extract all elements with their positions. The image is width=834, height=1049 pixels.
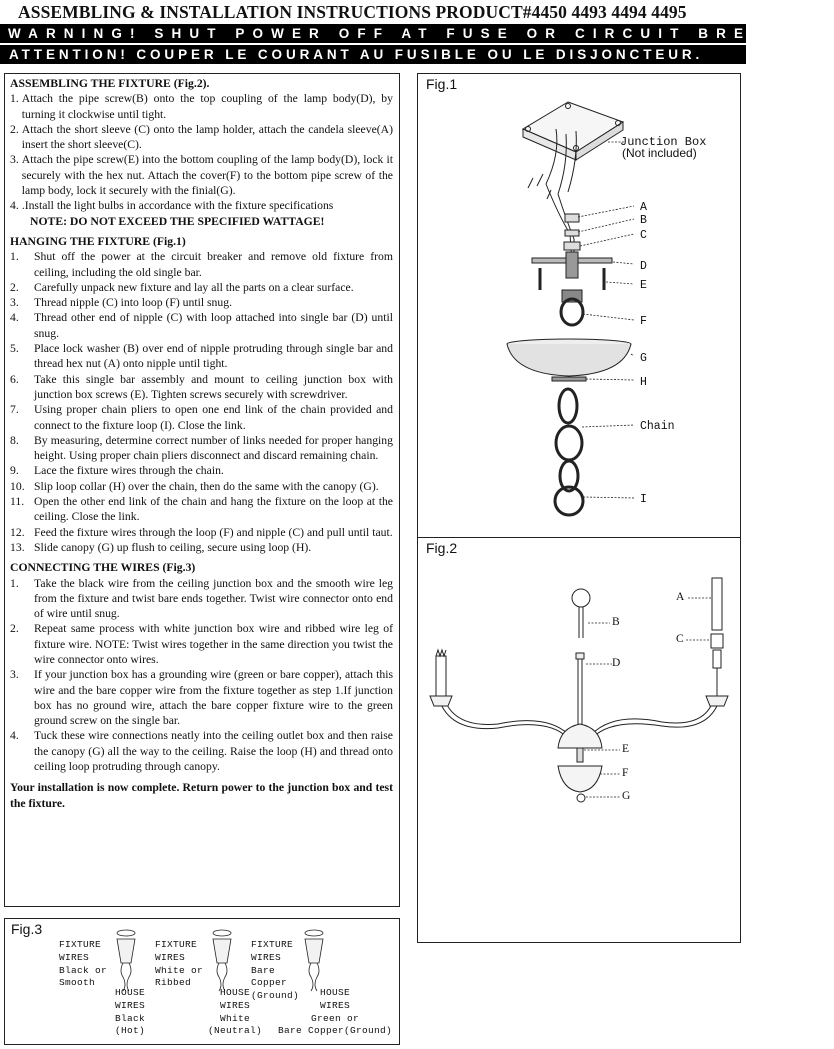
document-title: ASSEMBLING & INSTALLATION INSTRUCTIONS PRODUCT#4450 4493 4494 4495 [18, 2, 687, 22]
part-label: D [612, 657, 621, 669]
wire-label-line: Green or [311, 1012, 360, 1024]
wire-label-line: WIRES [220, 999, 251, 1011]
completion-note: Your installation is now complete. Return power to the junction box and test the fixture. [10, 781, 393, 810]
step-number: 2. [10, 122, 19, 136]
wire-label-line: Copper [251, 977, 288, 989]
step-number: 3. [10, 153, 19, 167]
wire-label-line: FIXTURE [155, 939, 198, 950]
step-number: 6. [10, 372, 19, 386]
list-item [10, 91, 393, 122]
assembling-title: ASSEMBLING THE FIXTURE (Fig.2). [10, 77, 210, 90]
wire-label-line: HOUSE [320, 987, 351, 998]
wire-label-line: WIRES [155, 951, 186, 963]
step-text: Take this single bar assembly and mount to ceiling junction box with junction box screws (E). Tighten screws securely with screwdriver. [34, 372, 393, 401]
step-text: Attach the short sleeve (C) onto the lamp holder, attach the candela sleeve(A) insert the short sleeve(C). [21, 122, 393, 152]
step-number: 4. [10, 311, 19, 325]
step-text: Shut off the power at the circuit breaker and remove old fixture from ceiling, including the old single bar. [34, 250, 393, 279]
step-number: 1. [10, 250, 19, 264]
wire-label-line: WIRES [115, 999, 146, 1011]
list-item [10, 402, 393, 433]
part-label: E [640, 279, 647, 292]
part-label: F [640, 315, 647, 328]
step-number: 3. [10, 296, 19, 310]
wire-label-line: (Ground) [251, 990, 300, 1002]
house-wires-label [278, 987, 392, 1038]
wire-label-line: (Neutral) [208, 1025, 263, 1037]
list-item [10, 280, 393, 295]
wire-label-line: HOUSE [220, 987, 251, 998]
list-item [10, 494, 393, 525]
list-item [10, 295, 393, 310]
list-item [10, 463, 393, 478]
part-label: C [640, 229, 647, 242]
list-item [10, 525, 393, 540]
step-number: 8. [10, 433, 19, 447]
step-text: Thread other end of nipple (C) with loop attached into single bar (D) until snug. [34, 311, 393, 340]
junction-box-label: Junction Box [620, 135, 707, 149]
connecting-title: CONNECTING THE WIRES (Fig.3) [10, 561, 196, 575]
list-item [10, 341, 393, 372]
part-label: G [622, 790, 631, 802]
step-text: Thread nipple (C) into loop (F) until snug. [34, 296, 233, 310]
step-number: 2. [10, 622, 19, 636]
step-text: Attach the pipe screw(B) onto the top coupling of the lamp body(D), by turning it clockwise until tight. [21, 92, 393, 121]
list-item [10, 249, 393, 280]
step-number: 5. [10, 342, 19, 356]
figure-2-label: Fig.2 [426, 540, 458, 556]
step-number: 7. [10, 403, 19, 417]
step-number: 11. [10, 495, 25, 509]
list-item [10, 667, 393, 728]
step-text: Place lock washer (B) over end of nipple protruding through single bar and thread hex nut (A) onto nipple until tight. [34, 342, 393, 371]
wire-label-line: FIXTURE [251, 939, 294, 950]
figure-2-drawing [418, 538, 742, 944]
wire-label-line: Bare [251, 964, 276, 976]
wire-label-line: HOUSE [115, 987, 146, 998]
wire-label-line: White or [155, 964, 204, 976]
junction-box-drawing [523, 102, 623, 194]
wire-label-line: WIRES [59, 951, 90, 963]
part-label: A [640, 201, 647, 214]
wire-label-line: Black [115, 1012, 146, 1024]
step-number: 1. [10, 576, 19, 590]
step-number: 13. [10, 540, 25, 554]
assembling-steps [10, 91, 393, 213]
wire-label-line: Black or [59, 964, 108, 976]
part-label: B [612, 616, 620, 628]
wire-label-line: FIXTURE [59, 939, 102, 950]
not-included-label: (Not included) [622, 146, 697, 160]
step-text: Tuck these wire connections neatly into the ceiling outlet box and then raise the canopy (G) all the way to the ceiling. Raise the loop (H) and thread onto ceiling loop protruding through canopy. [34, 729, 393, 774]
list-item [10, 540, 393, 555]
fixture-wires-label [155, 939, 203, 990]
step-text: Carefully unpack new fixture and lay all the parts on a clear surface. [34, 280, 354, 294]
wire-label-line: Bare Copper(Ground) [278, 1025, 393, 1037]
list-item [10, 122, 393, 153]
step-number: 9. [10, 464, 19, 478]
fixture-wires-label [59, 939, 107, 990]
wire-label-line: Smooth [59, 977, 96, 989]
step-number: 3. [10, 668, 19, 682]
list-item [10, 728, 393, 774]
part-label: H [640, 376, 647, 389]
part-label: F [622, 767, 629, 779]
figure-3-panel [4, 918, 400, 1045]
step-text: If your junction box has a grounding wire (green or bare copper), attach this wire and the bare copper wire from the fixture together as step 1.If junction box has no ground wire, attach the bare copper fixture wire to the green ground screw on the single bar. [34, 668, 393, 728]
part-label: I [640, 493, 647, 506]
wire-label-line: WIRES [251, 951, 282, 963]
step-text: Take the black wire from the ceiling junction box and the smooth wire leg from the fixture and twist bare ends together. Twist wire connector onto end of wire until snug. [34, 576, 393, 621]
step-number: 10. [10, 479, 25, 493]
figure-2-panel [417, 537, 741, 943]
figure-1-label: Fig.1 [426, 76, 458, 92]
step-text: By measuring, determine correct number of links needed for proper hanging height. Using proper chain pliers disconnect and discard remaining chain. [34, 433, 393, 463]
part-label: B [640, 214, 647, 227]
part-label: A [676, 591, 685, 603]
step-text: Open the other end link of the chain and hang the fixture on the loop at the ceiling. Close the link. [34, 495, 393, 524]
step-text: Lace the fixture wires through the chain. [34, 464, 224, 478]
step-text: .Install the light bulbs in accordance with the fixture specifications [21, 199, 334, 213]
list-item [10, 479, 393, 494]
warning-banner-english: WARNING! SHUT POWER OFF AT FUSE OR CIRCUIT BREAKER. [0, 24, 746, 43]
part-label: Chain [640, 420, 675, 433]
list-item [10, 576, 393, 622]
step-number: 4. [10, 199, 19, 213]
step-number: 4. [10, 729, 19, 743]
step-number: 12. [10, 525, 25, 539]
step-text: Repeat same process with white junction box wire and ribbed wire leg of fixture wire. NOTE: Twist wires together in the same direction you twist the wire connector onto wires. [34, 622, 393, 666]
list-item [10, 152, 393, 198]
list-item [10, 310, 393, 341]
step-number: 1. [10, 92, 19, 106]
hanging-steps [10, 249, 393, 555]
part-label: E [622, 743, 630, 755]
connecting-steps [10, 576, 393, 775]
warning-banner-french: ATTENTION! COUPER LE COURANT AU FUSIBLE OU LE DISJONCTEUR. [0, 45, 746, 64]
part-label: C [676, 633, 684, 645]
figure-1-panel [417, 73, 741, 538]
step-text: Feed the fixture wires through the loop (F) and nipple (C) and pull until taut. [34, 525, 393, 539]
list-item [10, 433, 393, 464]
wattage-note: NOTE: DO NOT EXCEED THE SPECIFIED WATTAGE! [30, 214, 325, 228]
wire-label-line: White [220, 1012, 251, 1024]
house-wires-label [115, 987, 145, 1038]
hanging-title: HANGING THE FIXTURE (Fig.1) [10, 234, 186, 248]
wire-label-line: (Hot) [115, 1025, 146, 1037]
house-wires-label [208, 987, 262, 1038]
step-text: Slip loop collar (H) over the chain, then do the same with the canopy (G). [34, 479, 379, 493]
list-item [10, 198, 393, 213]
instructions-panel [4, 73, 400, 907]
part-label: G [640, 352, 647, 365]
step-number: 2. [10, 280, 19, 294]
wire-label-line: WIRES [320, 999, 351, 1011]
list-item [10, 372, 393, 403]
part-label: D [640, 260, 647, 273]
list-item [10, 621, 393, 667]
wire-label-line: Ribbed [155, 977, 192, 989]
step-text: Slide canopy (G) up flush to ceiling, secure using loop (H). [34, 540, 312, 554]
step-text: Using proper chain pliers to open one end link of the chain provided and connect to the fixture loop (I). Close the link. [34, 403, 393, 432]
figure-3-label: Fig.3 [11, 921, 43, 937]
step-text: Attach the pipe screw(E) into the bottom coupling of the lamp body(D), lock it securely with the hex nut. Attach the cover(F) to the bottom pipe screw of the lamp body, lock it securely with the finial(G). [21, 153, 393, 198]
